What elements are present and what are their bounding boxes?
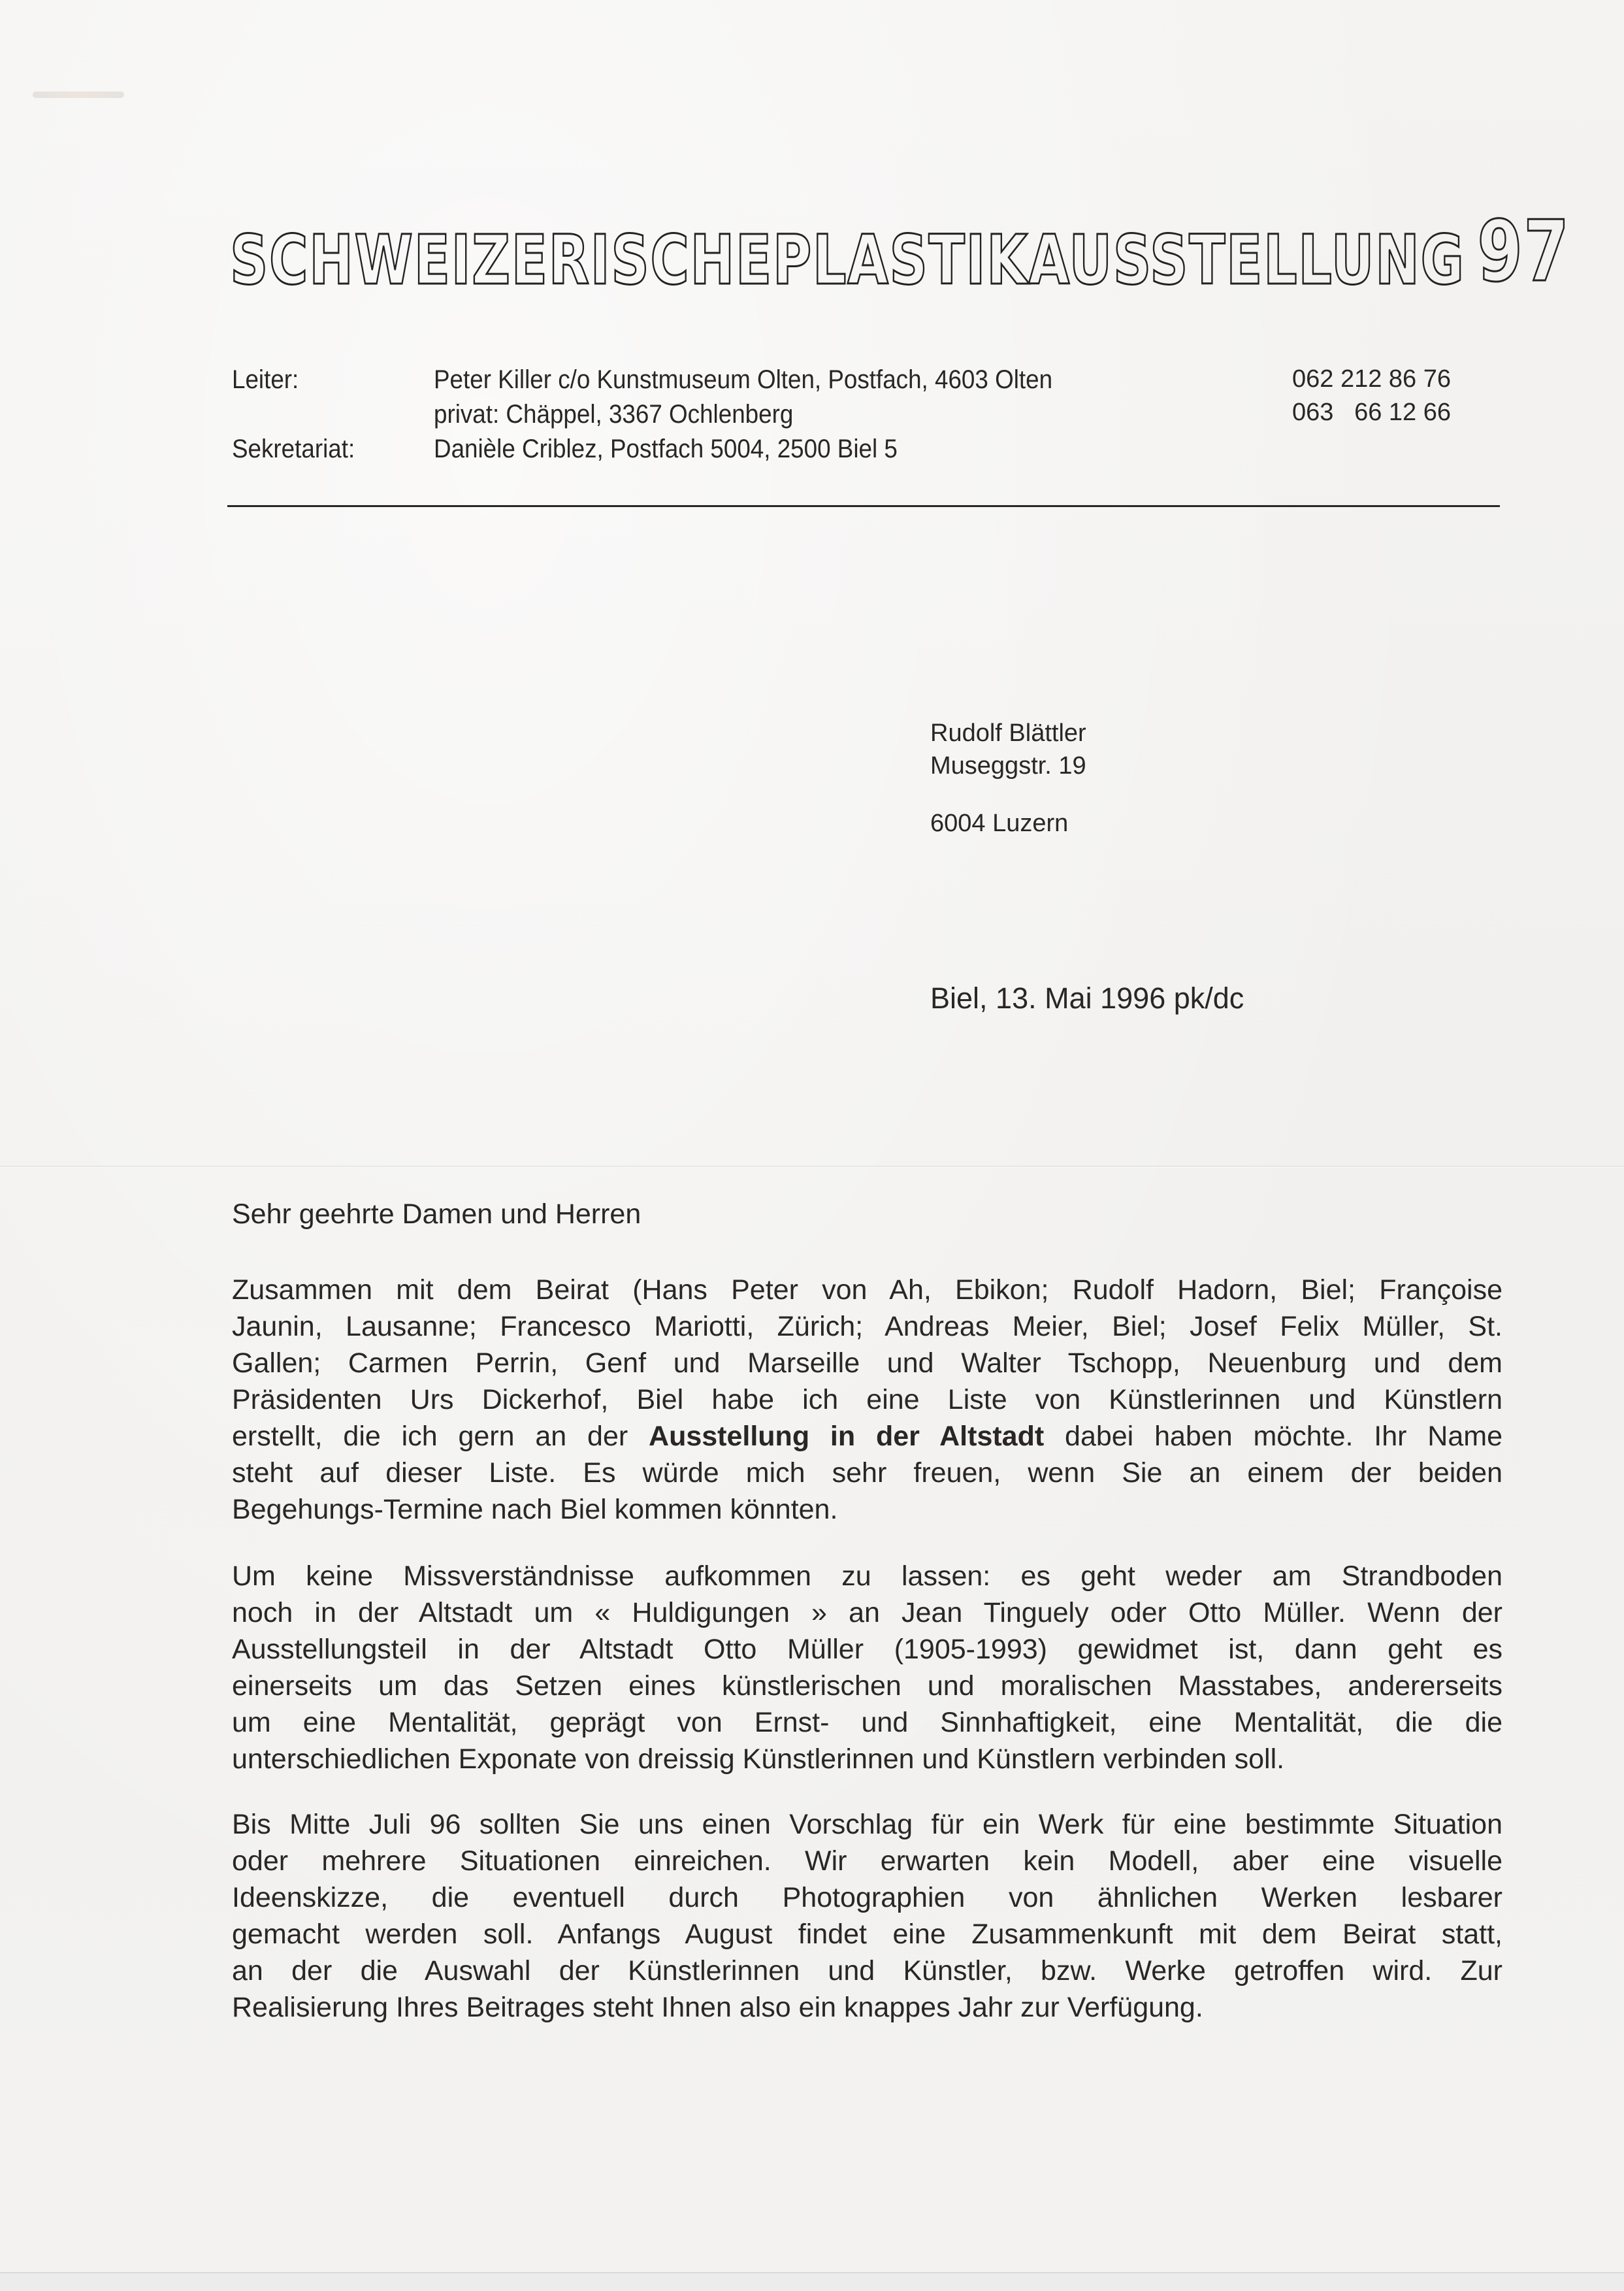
body-line: Realisierung Ihres Beitrages steht Ihnen also ein knappes Jahr zur Verfügung. [232,1992,1203,2023]
sekretariat-label: Sekretariat: [232,435,355,463]
body-line: noch in der Altstadt um « Huldigungen » an Jean Tinguely oder Otto Müller. Wenn der [232,1597,1502,1628]
body-line: Jaunin, Lausanne; Francesco Mariotti, Zürich; Andreas Meier, Biel; Josef Felix Müller, St. [232,1311,1502,1342]
letterhead-word-2: PLASTIKAUSSTELLUNG [772,220,1465,300]
body-line: steht auf dieser Liste. Es würde mich sehr freuen, wenn Sie an einem der beiden [232,1457,1502,1489]
letterhead-word-1: SCHWEIZERISCHE [230,220,773,300]
body-line: Präsidenten Urs Dickerhof, Biel habe ich eine Liste von Künstlerinnen und Künstlern [232,1384,1502,1415]
salutation: Sehr geehrte Damen und Herren [232,1198,641,1230]
sekretariat-address: Danièle Criblez, Postfach 5004, 2500 Biel 5 [434,435,898,463]
body-line: oder mehrere Situationen einreichen. Wir erwarten kein Modell, aber eine visuelle [232,1845,1502,1877]
letterhead-title [230,203,1570,301]
date-line: Biel, 13. Mai 1996 pk/dc [930,981,1244,1015]
recipient-city: 6004 Luzern [930,810,1069,837]
body-line-with-emphasis: erstellt, die ich gern an der Ausstellung in der Altstadt dabei haben möchte. Ihr Name [232,1421,1502,1452]
phone-number-office: 062 212 86 76 [1292,365,1452,393]
body-line: Gallen; Carmen Perrin, Genf und Marseille und Walter Tschopp, Neuenburg und dem [232,1347,1502,1379]
body-line: Zusammen mit dem Beirat (Hans Peter von Ah, Ebikon; Rudolf Hadorn, Biel; Françoise [232,1274,1502,1306]
leiter-address: Peter Killer c/o Kunstmuseum Olten, Postfach, 4603 Olten [434,365,1053,394]
paragraph-2 [232,1558,1502,1777]
header-divider [227,505,1500,507]
recipient-name: Rudolf Blättler [930,719,1086,747]
body-line: einerseits um das Setzen eines künstlerischen und moralischen Masstabes, andererseits [232,1670,1502,1702]
body-line: Bis Mitte Juli 96 sollten Sie uns einen Vorschlag für ein Werk für eine bestimmte Situation [232,1809,1502,1840]
body-line: Ausstellungsteil in der Altstadt Otto Müller (1905-1993) gewidmet ist, dann geht es [232,1634,1502,1665]
paragraph-3 [232,1806,1502,2026]
body-line: um eine Mentalität, geprägt von Ernst- und Sinnhaftigkeit, eine Mentalität, die die [232,1707,1502,1738]
paper-fold-line [0,1166,1624,1168]
recipient-street: Museggstr. 19 [930,752,1086,780]
body-line: an der die Auswahl der Künstlerinnen und Künstler, bzw. Werke getroffen wird. Zur [232,1955,1502,1986]
leiter-label: Leiter: [232,365,299,394]
staple-mark [33,91,124,98]
phone-number-private: 063 66 12 66 [1292,399,1451,426]
leiter-private-address: privat: Chäppel, 3367 Ochlenberg [434,400,794,429]
emphasis-exhibition-old-town: Ausstellung in der Altstadt [649,1421,1045,1452]
body-line: Ideenskizze, die eventuell durch Photographien von ähnlichen Werken lesbarer [232,1882,1502,1913]
scan-bottom-edge [0,2272,1624,2291]
body-line: Um keine Missverständnisse aufkommen zu lassen: es geht weder am Strandboden [232,1560,1502,1592]
paragraph-1 [232,1272,1502,1528]
body-line: gemacht werden soll. Anfangs August findet eine Zusammenkunft mit dem Beirat statt, [232,1919,1502,1950]
body-line: unterschiedlichen Exponate von dreissig Künstlerinnen und Künstlern verbinden soll. [232,1743,1285,1775]
letterhead-year: 97 [1477,203,1570,301]
body-line: Begehungs-Termine nach Biel kommen könnten. [232,1494,838,1525]
